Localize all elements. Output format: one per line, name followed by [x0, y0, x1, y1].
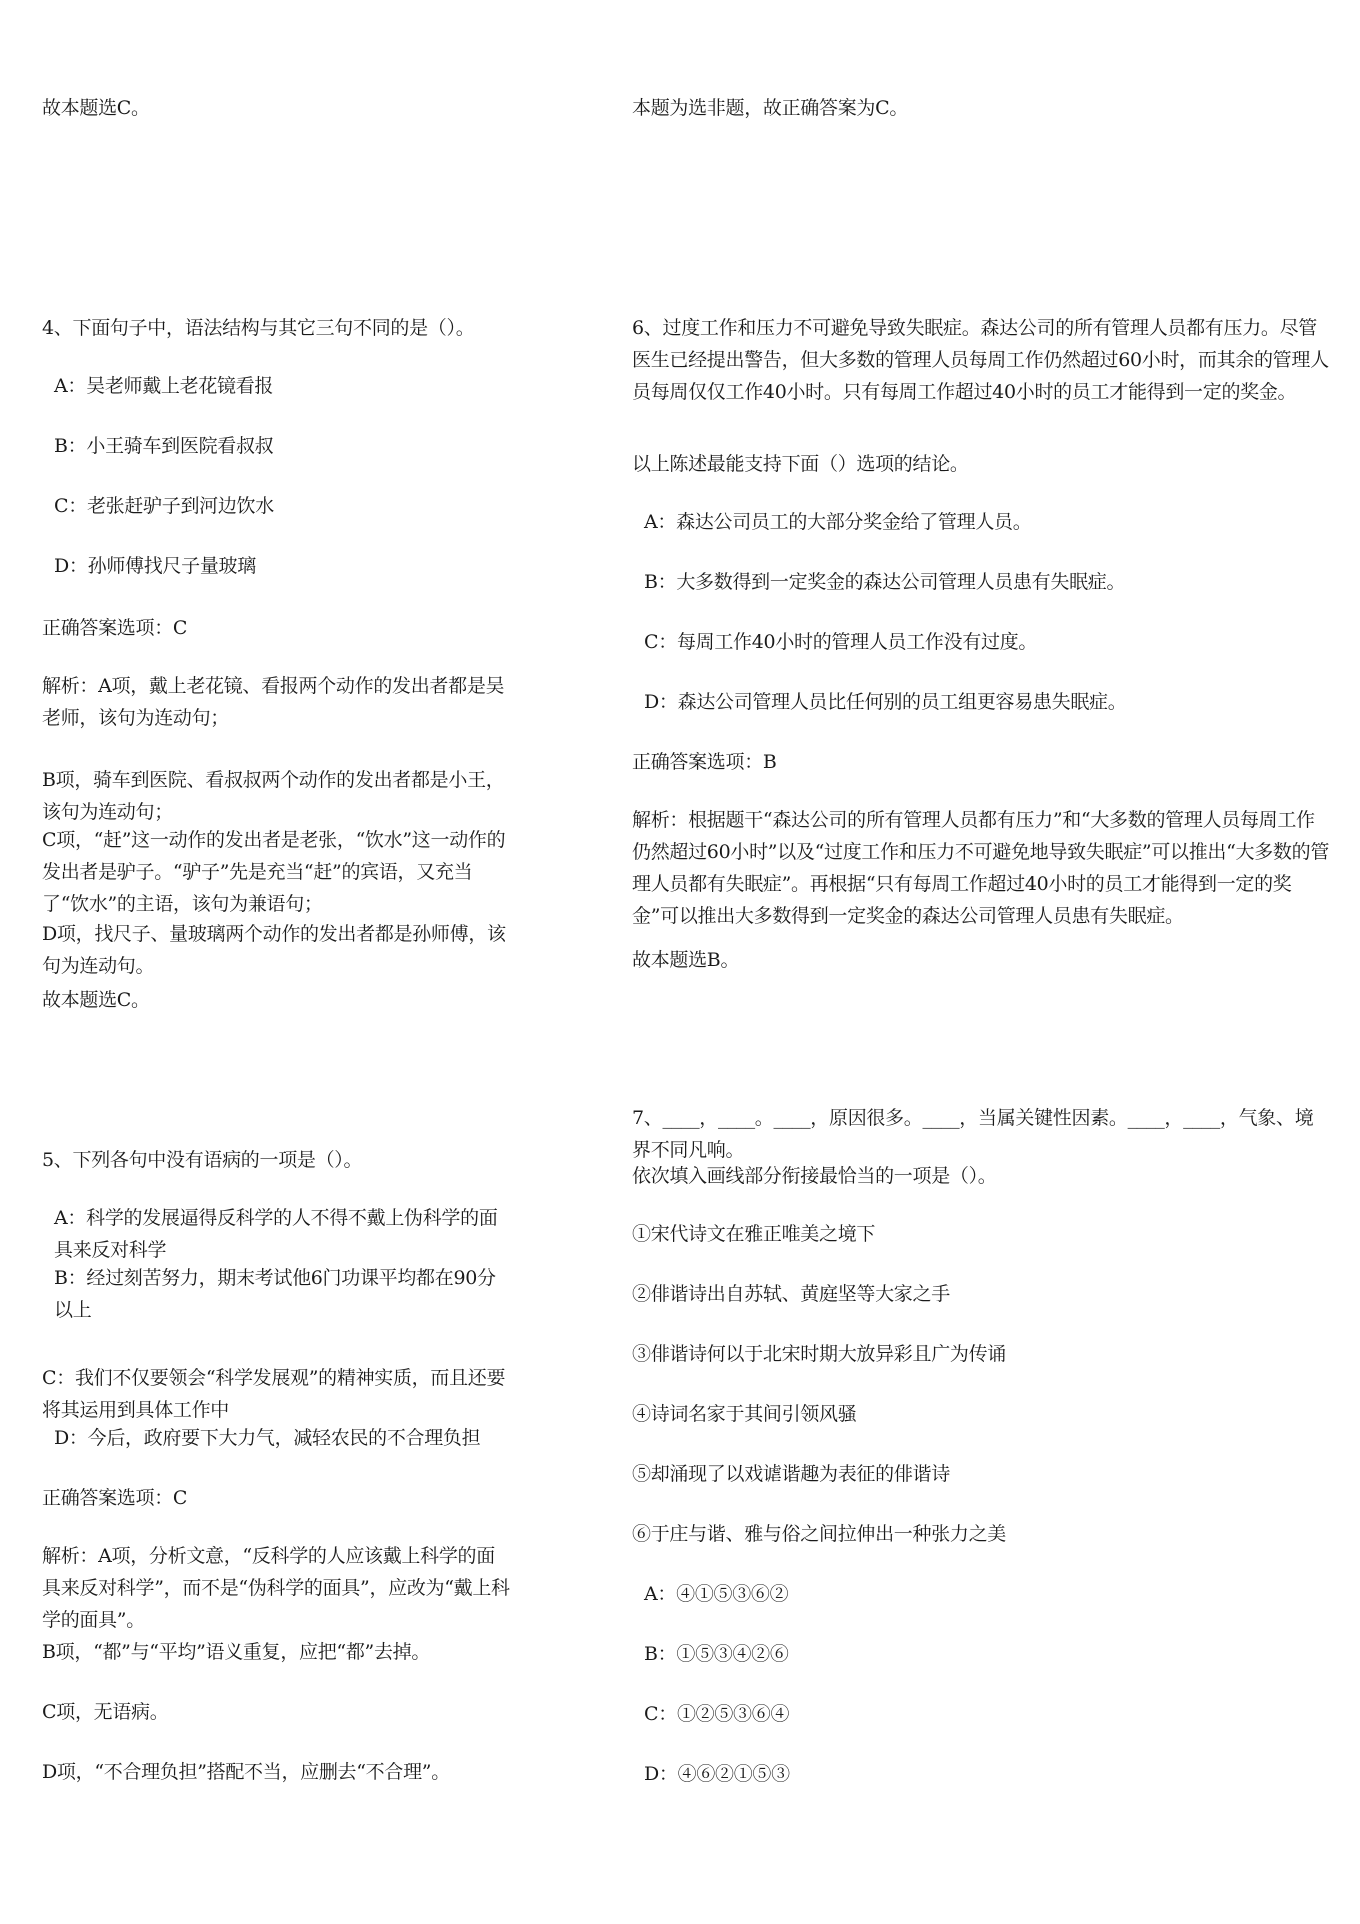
q5-option-b: B：经过刻苦努力，期末考试他6门功课平均都在90分以上 — [54, 1267, 496, 1321]
q7-item-2: ②俳谐诗出自苏轼、黄庭坚等大家之手 — [632, 1283, 950, 1305]
q6-stem: 6、过度工作和压力不可避免导致失眠症。森达公司的所有管理人员都有压力。尽管医生已经提出警告，但大多数的管理人员每周工作仍然超过60小时，而其余的管理人员每周仅仅工作40小时。只有每周工作超过40小时的员工才能得到一定的奖金。 — [632, 317, 1329, 403]
q7-item-3: ③俳谐诗何以于北宋时期大放异彩且广为传诵 — [632, 1343, 1007, 1365]
q7-option-a: A：④①⑤③⑥② — [644, 1583, 789, 1605]
q6-conclusion: 故本题选B。 — [632, 949, 740, 971]
q7-item-6: ⑥于庄与谐、雅与俗之间拉伸出一种张力之美 — [632, 1523, 1007, 1545]
q5-analysis-c: C项，无语病。 — [42, 1701, 169, 1723]
q7-item-4: ④诗词名家于其间引领风骚 — [632, 1403, 857, 1425]
q6-answer: 正确答案选项：B — [632, 751, 777, 773]
q7-item-5: ⑤却涌现了以戏谑谐趣为表征的俳谐诗 — [632, 1463, 950, 1485]
q5-stem: 5、下列各句中没有语病的一项是（）。 — [42, 1149, 363, 1171]
q6-analysis: 解析：根据题干“森达公司的所有管理人员都有压力”和“大多数的管理人员每周工作仍然超过60小时”以及“过度工作和压力不可避免地导致失眠症”可以推出“大多数的管理人员都有失眠症”。再根据“只有每周工作超过40小时的员工才能得到一定的奖金”可以推出大多数得到一定奖金的森达公司管理人员患有失眠症。 — [632, 809, 1330, 927]
q6-option-c: C：每周工作40小时的管理人员工作没有过度。 — [644, 631, 1038, 653]
q5-analysis-b: B项，“都”与“平均”语义重复，应把“都”去掉。 — [42, 1641, 431, 1663]
q4-conclusion: 故本题选C。 — [42, 989, 150, 1011]
q4-option-c: C：老张赶驴子到河边饮水 — [54, 495, 274, 517]
prev-conclusion-left: 故本题选C。 — [42, 97, 150, 119]
q5-analysis-a: 解析：A项，分析文意，“反科学的人应该戴上科学的面具来反对科学”，而不是“伪科学的面具”，应改为“戴上科学的面具”。 — [42, 1545, 510, 1631]
prev-conclusion-right: 本题为选非题，故正确答案为C。 — [632, 97, 909, 119]
q7-stem: 7、____，____。____，原因很多。____，当属关键性因素。____，____，气象、境界不同凡响。 — [632, 1107, 1314, 1161]
q6-prompt: 以上陈述最能支持下面（）选项的结论。 — [632, 453, 969, 475]
q4-option-a: A：吴老师戴上老花镜看报 — [54, 375, 274, 397]
q4-option-b: B：小王骑车到医院看叔叔 — [54, 435, 274, 457]
q5-answer: 正确答案选项：C — [42, 1487, 188, 1509]
q7-prompt: 依次填入画线部分衔接最恰当的一项是（）。 — [632, 1165, 997, 1187]
q6-option-d: D：森达公司管理人员比任何别的员工组更容易患失眠症。 — [644, 691, 1127, 713]
q5-option-c: C：我们不仅要领会“科学发展观”的精神实质，而且还要将其运用到具体工作中 — [42, 1367, 506, 1421]
q7-option-c: C：①②⑤③⑥④ — [644, 1703, 790, 1725]
q7-item-1: ①宋代诗文在雅正唯美之境下 — [632, 1223, 876, 1245]
q4-analysis-c: C项，“赶”这一动作的发出者是老张，“饮水”这一动作的发出者是驴子。“驴子”先是充当“赶”的宾语，又充当了“饮水”的主语，该句为兼语句； — [42, 829, 506, 915]
q4-analysis-d: D项，找尺子、量玻璃两个动作的发出者都是孙师傅，该句为连动句。 — [42, 923, 506, 977]
q6-option-b: B：大多数得到一定奖金的森达公司管理人员患有失眠症。 — [644, 571, 1126, 593]
q6-option-a: A：森达公司员工的大部分奖金给了管理人员。 — [644, 511, 1032, 533]
q4-analysis-a: 解析：A项，戴上老花镜、看报两个动作的发出者都是吴老师，该句为连动句； — [42, 675, 505, 729]
q4-answer: 正确答案选项：C — [42, 617, 188, 639]
q4-option-d: D：孙师傅找尺子量玻璃 — [54, 555, 256, 577]
q7-option-b: B：①⑤③④②⑥ — [644, 1643, 789, 1665]
q4-stem: 4、下面句子中，语法结构与其它三句不同的是（）。 — [42, 317, 475, 339]
q4-analysis-b: B项，骑车到医院、看叔叔两个动作的发出者都是小王，该句为连动句； — [42, 769, 505, 823]
q5-analysis-d: D项，“不合理负担”搭配不当，应删去“不合理”。 — [42, 1761, 450, 1783]
q5-option-a: A：科学的发展逼得反科学的人不得不戴上伪科学的面具来反对科学 — [54, 1207, 498, 1261]
q5-option-d: D：今后，政府要下大力气，减轻农民的不合理负担 — [54, 1427, 481, 1449]
q7-option-d: D：④⑥②①⑤③ — [644, 1763, 790, 1785]
